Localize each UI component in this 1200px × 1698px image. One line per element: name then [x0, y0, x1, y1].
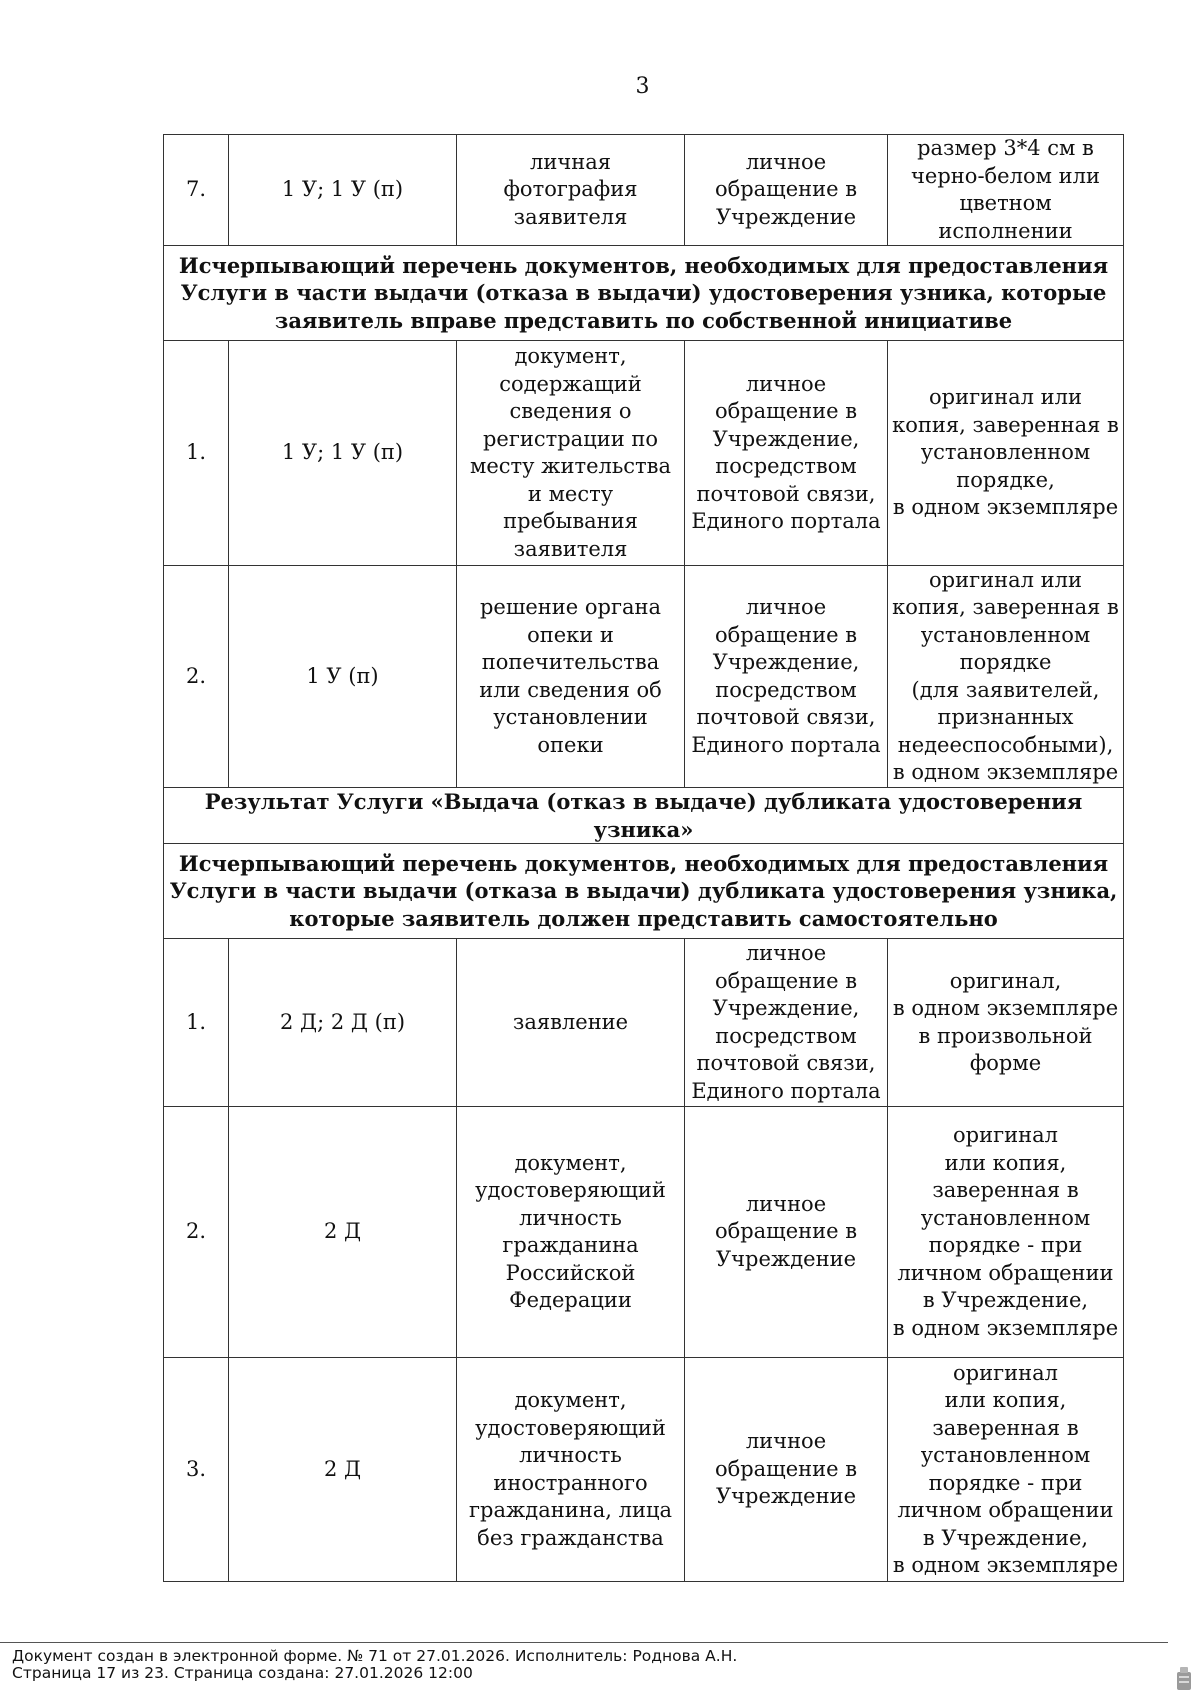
row-number: 2. [164, 566, 229, 788]
row-method: личное обращение в Учреждение, посредством почтовой связи, Единого портала [685, 341, 888, 566]
row-requirements: оригинал или копия, заверенная в установленном порядке - при личном обращении в Учреждение, в одном экземпляре [888, 1358, 1124, 1582]
row-method: личное обращение в Учреждение [685, 1107, 888, 1358]
row-code: 1 У; 1 У (п) [229, 341, 457, 566]
row-method: личное обращение в Учреждение, посредством почтовой связи, Единого портала [685, 939, 888, 1107]
row-number: 7. [164, 135, 229, 246]
page-number: 3 [635, 74, 650, 99]
table-row [164, 135, 1124, 246]
row-code: 2 Д [229, 1107, 457, 1358]
section-heading: Исчерпывающий перечень документов, необходимых для предоставления Услуги в части выдачи (отказа в выдачи) дубликата удостоверения узника, которые заявитель должен представить самостоятельно [164, 844, 1124, 939]
table-row [164, 341, 1124, 566]
emblem-icon [1174, 1666, 1194, 1694]
row-code: 2 Д; 2 Д (п) [229, 939, 457, 1107]
section-row [164, 246, 1124, 341]
result-heading: Результат Услуги «Выдача (отказ в выдаче) дубликата удостоверения узника» [164, 788, 1124, 844]
row-number: 1. [164, 939, 229, 1107]
row-document: решение органа опеки и попечительства или сведения об установлении опеки [457, 566, 685, 788]
row-document: документ, удостоверяющий личность гражданина Российской Федерации [457, 1107, 685, 1358]
footer-line-document-info: Документ создан в электронной форме. № 71 от 27.01.2026. Исполнитель: Роднова А.Н. [12, 1647, 738, 1665]
row-number: 2. [164, 1107, 229, 1358]
result-row [164, 788, 1124, 844]
table-row [164, 1107, 1124, 1358]
footer-divider [0, 1642, 1168, 1643]
row-requirements: размер 3*4 см в черно-белом или цветном исполнении [888, 135, 1124, 246]
row-method: личное обращение в Учреждение [685, 135, 888, 246]
row-code: 1 У (п) [229, 566, 457, 788]
row-requirements: оригинал или копия, заверенная в установленном порядке - при личном обращении в Учреждение, в одном экземпляре [888, 1107, 1124, 1358]
section-row [164, 844, 1124, 939]
row-number: 3. [164, 1358, 229, 1582]
row-code: 1 У; 1 У (п) [229, 135, 457, 246]
table-row [164, 566, 1124, 788]
row-document: личная фотография заявителя [457, 135, 685, 246]
row-code: 2 Д [229, 1358, 457, 1582]
row-document: документ, содержащий сведения о регистрации по месту жительства и месту пребывания заявителя [457, 341, 685, 566]
row-number: 1. [164, 341, 229, 566]
row-requirements: оригинал или копия, заверенная в установленном порядке (для заявителей, признанных недееспособными), в одном экземпляре [888, 566, 1124, 788]
section-heading: Исчерпывающий перечень документов, необходимых для предоставления Услуги в части выдачи (отказа в выдачи) удостоверения узника, которые заявитель вправе представить по собственной инициативе [164, 246, 1124, 341]
table-row [164, 939, 1124, 1107]
row-requirements: оригинал, в одном экземпляре в произвольной форме [888, 939, 1124, 1107]
documents-table [163, 134, 1124, 1582]
row-document: документ, удостоверяющий личность иностранного гражданина, лица без гражданства [457, 1358, 685, 1582]
row-requirements: оригинал или копия, заверенная в установленном порядке, в одном экземпляре [888, 341, 1124, 566]
row-method: личное обращение в Учреждение [685, 1358, 888, 1582]
footer-line-page-info: Страница 17 из 23. Страница создана: 27.01.2026 12:00 [12, 1664, 473, 1682]
row-method: личное обращение в Учреждение, посредством почтовой связи, Единого портала [685, 566, 888, 788]
footer [12, 1648, 737, 1682]
table-row [164, 1358, 1124, 1582]
row-document: заявление [457, 939, 685, 1107]
